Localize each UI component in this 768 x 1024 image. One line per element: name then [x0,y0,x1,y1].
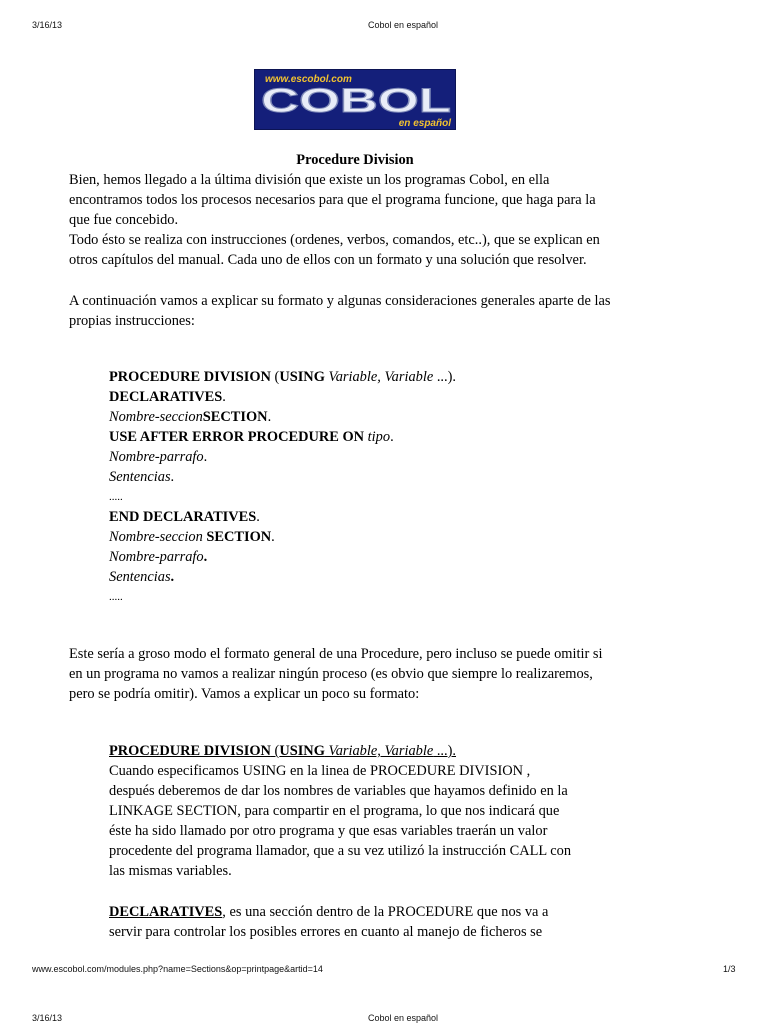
format-variables: Variable, Variable [324,369,434,385]
format-variables: Variable, Variable [324,743,434,759]
kw-procedure-division: PROCEDURE DIVISION [109,743,271,759]
intro-line: Bien, hemos llegado a la última división que existe un los programas Cobol, en ella [69,172,550,188]
kw-use-after-error: USE AFTER ERROR PROCEDURE ON [109,429,365,445]
next-print-date: 3/16/13 [32,1013,63,1023]
kw-declaratives: DECLARATIVES [109,904,223,920]
format-end: . [390,429,394,445]
logo-word: COBOL [261,82,451,120]
kw-section: SECTION [202,409,268,425]
intro-line: que fue concebido. [69,212,179,228]
kw-using: USING [279,369,325,385]
using-line: procedente del programa llamador, que a su vez utilizó la instrucción CALL con [109,843,572,859]
format-end: . [170,569,175,585]
summary-line: pero se podría omitir). Vamos a explicar un poco su formato: [69,686,420,702]
format-line-use [69,427,639,447]
logo-subtitle: en español [398,118,451,129]
kw-section: SECTION [202,529,272,545]
declaratives-text: , es una sección dentro de la PROCEDURE que nos va a [222,904,549,920]
declaratives-line-2: servir para controlar los posibles errores en cuanto al manejo de ficheros se [109,924,543,940]
intro-line: Todo ésto se realiza con instrucciones (ordenes, verbos, comandos, etc..), que se explican en [69,232,600,248]
format-parrafo: Nombre-parrafo [109,549,204,565]
using-explanation [69,741,639,881]
format-end: . [170,469,175,485]
format-end: ...). [433,369,457,385]
format-block [69,367,639,607]
intro-line: otros capítulos del manual. Cada uno de ellos con un formato y una solución que resolver. [69,252,587,268]
using-line: Cuando especificamos USING en la linea de PROCEDURE DIVISION , [109,763,531,779]
format-section-name: Nombre-seccion [109,409,203,425]
format-line-end-declaratives [69,507,639,527]
format-end: . [256,509,260,525]
format-paren: ( [270,369,280,385]
using-line: éste ha sido llamado por otro programa y que esas variables traerán un valor [109,823,548,839]
format-section-name: Nombre-seccion [109,529,203,545]
format-line-procedure [69,367,639,387]
format-line-ellipsis: ..... [109,491,123,503]
kw-using: USING [279,743,325,759]
declaratives-line-1 [69,902,639,922]
summary-line: en un programa no vamos a realizar ningún proceso (es obvio que siempre lo realizaremos, [69,666,593,682]
format-line-ellipsis-2: ..... [109,591,123,603]
kw-declaratives: DECLARATIVES [109,389,223,405]
format-line-section-2 [69,527,639,547]
print-title: Cobol en español [368,20,439,30]
format-end: . [203,549,208,565]
format-sentencias: Sentencias [109,469,171,485]
kw-end-declaratives: END DECLARATIVES [109,509,257,525]
format-end: . [267,409,272,425]
format-line-sentencias-2 [69,567,639,587]
cobol-logo-graphic [255,70,456,130]
using-heading [69,741,639,761]
footer-url[interactable]: www.escobol.com/modules.php?name=Sections&op=printpage&artid=14 [32,964,323,974]
continuation-line: A continuación vamos a explicar su formato y algunas consideraciones generales aparte de las [69,293,611,309]
format-end: . [203,449,208,465]
continuation-line: propias instrucciones: [69,313,195,329]
intro-paragraph [69,170,639,270]
using-line: después deberemos de dar los nombres de variables que hayamos definido en la [109,783,568,799]
summary-line: Este sería a groso modo el formato general de una Procedure, pero incluso se puede omitir si [69,646,603,662]
format-line-declaratives [69,387,639,407]
section-heading: Procedure Division [296,152,414,168]
format-parrafo: Nombre-parrafo [109,449,204,465]
cobol-logo [254,69,456,130]
format-end: ...). [433,743,457,759]
format-paren: ( [270,743,280,759]
using-line: las mismas variables. [109,863,232,879]
summary-paragraph [69,644,639,704]
format-line-parrafo [69,447,639,467]
next-print-title: Cobol en español [368,1013,439,1023]
format-end: . [222,389,226,405]
format-tipo: tipo [364,429,391,445]
declaratives-explanation [69,902,639,942]
continuation-paragraph [69,291,639,331]
format-line-parrafo-2 [69,547,639,567]
format-line-sentencias [69,467,639,487]
format-end: . [271,529,275,545]
format-sentencias: Sentencias [109,569,171,585]
kw-procedure-division: PROCEDURE DIVISION [109,369,271,385]
using-line: LINKAGE SECTION, para compartir en el programa, lo que nos indicará que [109,803,560,819]
format-line-section [69,407,639,427]
intro-line: encontramos todos los procesos necesarios para que el programa funcione, que haga para la [69,192,596,208]
logo-url-text: www.escobol.com [265,74,352,85]
print-date: 3/16/13 [32,20,63,30]
page-number: 1/3 [723,964,736,974]
